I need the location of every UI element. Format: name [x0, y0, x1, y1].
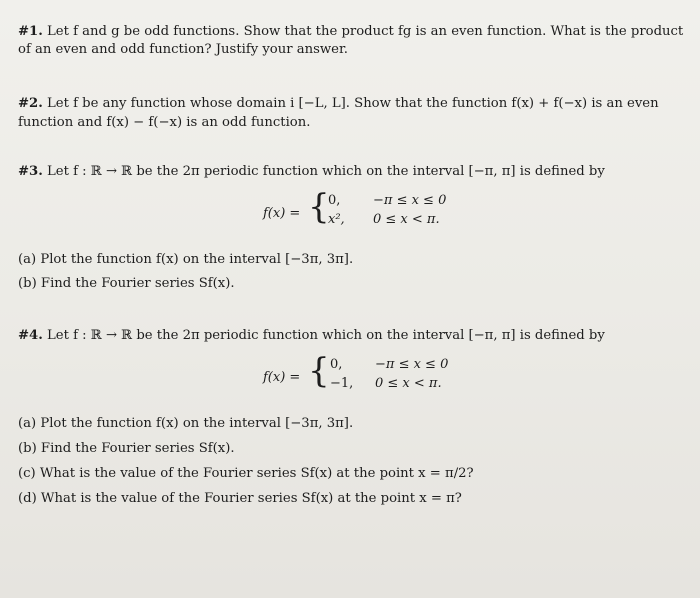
- problem-3-text-1: Let f : ℝ → ℝ be the 2π periodic function which on the interval [−π, π] is defined by: [47, 164, 605, 179]
- problem-4-line-1: [18, 328, 605, 343]
- problem-4-fx-label: f(x) =: [263, 370, 301, 385]
- problem-3-case-1-value: 0,: [328, 193, 341, 208]
- problem-2-text-1: Let f be any function whose domain i [−L, L]. Show that the function f(x) + f(−x) is an even: [47, 96, 659, 111]
- problem-2-label: #2.: [18, 96, 43, 111]
- problem-4-part-d: (d) What is the value of the Fourier series Sf(x) at the point x = π?: [18, 491, 462, 506]
- problem-3-part-b: (b) Find the Fourier series Sf(x).: [18, 276, 235, 291]
- problem-1-line-2: of an even and odd function? Justify your answer.: [18, 42, 349, 57]
- problem-2-line-1: [18, 96, 659, 111]
- problem-4-case-2-value: −1,: [330, 376, 354, 391]
- problem-4-brace: {: [308, 351, 330, 391]
- problem-4-case-1-condition: −π ≤ x ≤ 0: [375, 357, 449, 372]
- problem-3-brace: {: [308, 187, 330, 227]
- problem-4-label: #4.: [18, 328, 43, 343]
- problem-3-case-2-condition: 0 ≤ x < π.: [373, 212, 440, 227]
- problem-3-label: #3.: [18, 164, 43, 179]
- problem-1-line-1: [18, 24, 683, 39]
- problem-4-part-b: (b) Find the Fourier series Sf(x).: [18, 441, 235, 456]
- problem-3-case-1-condition: −π ≤ x ≤ 0: [373, 193, 447, 208]
- problem-3-part-a: (a) Plot the function f(x) on the interval [−3π, 3π].: [18, 252, 354, 267]
- problem-4-case-1-value: 0,: [330, 357, 343, 372]
- problem-3-case-2-value: x²,: [328, 212, 345, 227]
- problem-4-case-2-condition: 0 ≤ x < π.: [375, 376, 442, 391]
- problem-4-part-a: (a) Plot the function f(x) on the interval [−3π, 3π].: [18, 416, 354, 431]
- problem-4-part-c: (c) What is the value of the Fourier series Sf(x) at the point x = π/2?: [18, 466, 474, 481]
- problem-3-fx-label: f(x) =: [263, 206, 301, 221]
- problem-4-text-1: Let f : ℝ → ℝ be the 2π periodic function which on the interval [−π, π] is defined by: [47, 328, 605, 343]
- problem-3-line-1: [18, 164, 605, 179]
- problem-2-line-2: function and f(x) − f(−x) is an odd function.: [18, 115, 311, 130]
- problem-1-label: #1.: [18, 24, 43, 39]
- problem-1-text-1: Let f and g be odd functions. Show that the product fg is an even function. What is the product: [47, 24, 684, 39]
